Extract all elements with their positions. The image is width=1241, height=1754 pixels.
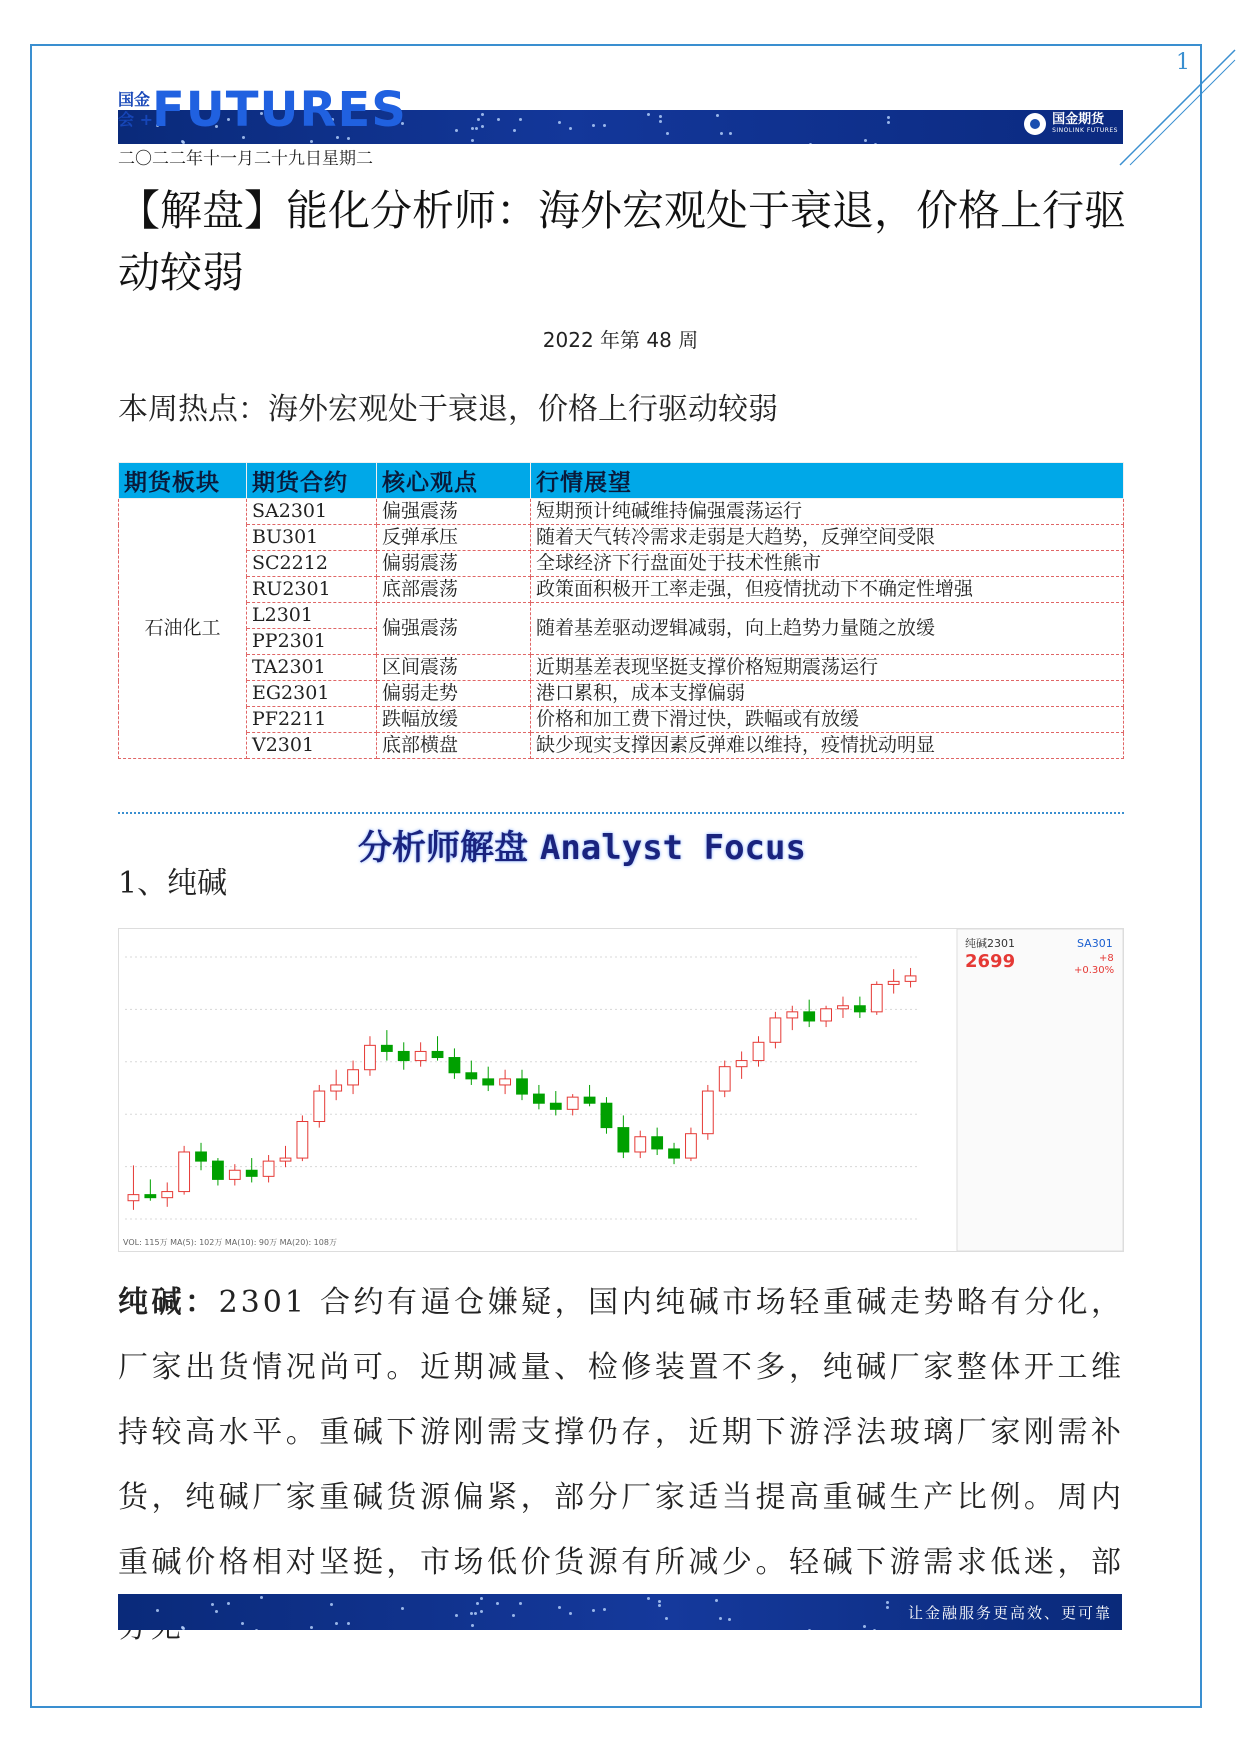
outlook-cell: 缺少现实支撑因素反弹难以维持，疫情扰动明显	[531, 733, 1124, 759]
star-decoration	[310, 140, 313, 143]
star-decoration	[720, 132, 723, 135]
star-decoration	[347, 1622, 350, 1625]
analyst-focus-en: Analyst Focus	[539, 828, 806, 868]
star-decoration	[401, 1607, 404, 1610]
star-decoration	[808, 1629, 811, 1630]
quote-change-pct: +0.30%	[1074, 965, 1115, 976]
star-decoration	[481, 125, 484, 128]
candle-body	[567, 1097, 578, 1109]
star-decoration	[886, 1601, 889, 1604]
analyst-focus-title	[358, 820, 806, 869]
star-decoration	[809, 143, 812, 144]
candle-body	[618, 1128, 629, 1152]
candle-body	[533, 1094, 544, 1103]
star-decoration	[241, 1622, 244, 1625]
contract-cell: RU2301	[247, 577, 377, 603]
candle-body	[263, 1161, 274, 1176]
outlook-cell: 政策面积极开工率走强，但疫情扰动下不确定性增强	[531, 577, 1124, 603]
summary-table	[118, 462, 1124, 759]
star-decoration	[863, 1625, 866, 1628]
star-decoration	[475, 127, 478, 130]
view-cell: 区间震荡	[377, 655, 531, 681]
star-decoration	[592, 1609, 595, 1612]
candle-body	[432, 1051, 443, 1057]
candle-body	[871, 984, 882, 1011]
brand-name-cn: 国金期货	[1052, 112, 1105, 127]
candle-body	[584, 1097, 595, 1103]
footer-banner	[118, 1594, 1122, 1630]
table-row	[119, 603, 1124, 629]
candle-body	[517, 1079, 528, 1094]
star-decoration	[481, 113, 484, 116]
star-decoration	[665, 1617, 668, 1620]
report-date: 二〇二二年十一月二十九日星期二	[118, 149, 373, 169]
star-decoration	[471, 1624, 474, 1627]
star-decoration	[480, 1610, 483, 1613]
contract-cell: V2301	[247, 733, 377, 759]
candle-body	[415, 1051, 426, 1060]
star-decoration	[729, 132, 732, 135]
view-cell: 反弹承压	[377, 525, 531, 551]
logo-futures: FUTURES	[152, 82, 407, 138]
footer-slogan: 让金融服务更高效、更可靠	[907, 1604, 1112, 1622]
candle-body	[145, 1195, 156, 1198]
star-decoration	[477, 118, 480, 121]
star-decoration	[569, 1612, 572, 1615]
star-decoration	[603, 1608, 606, 1611]
outlook-cell: 短期预计纯碱维持偏强震荡运行	[531, 499, 1124, 525]
table-row	[119, 707, 1124, 733]
contract-cell: SC2212	[247, 551, 377, 577]
candle-body	[483, 1079, 494, 1085]
star-decoration	[496, 1602, 499, 1605]
contract-cell: PF2211	[247, 707, 377, 733]
logo-cn-line1: 国金	[118, 90, 151, 109]
star-decoration	[480, 1597, 483, 1600]
candle-body	[719, 1067, 730, 1091]
quote-name: 纯碱2301	[965, 937, 1015, 950]
star-decoration	[603, 124, 606, 127]
candle-body	[365, 1045, 376, 1069]
analyst-focus-cn: 分析师解盘	[358, 828, 528, 868]
candle-body	[162, 1192, 173, 1198]
table-row	[119, 733, 1124, 759]
star-decoration	[716, 114, 719, 117]
table-row	[119, 577, 1124, 603]
view-cell: 偏强震荡	[377, 499, 531, 525]
contract-cell: EG2301	[247, 681, 377, 707]
candle-body	[550, 1103, 561, 1109]
header-view: 核心观点	[377, 463, 531, 499]
star-decoration	[592, 124, 595, 127]
star-decoration	[310, 1626, 313, 1629]
view-cell: 底部震荡	[377, 577, 531, 603]
star-decoration	[260, 1596, 263, 1599]
paragraph-lead: 纯碱：	[118, 1285, 219, 1320]
corner-decoration	[1110, 40, 1240, 170]
table-row	[119, 681, 1124, 707]
header-outlook: 行情展望	[531, 463, 1124, 499]
sector-cell: 石油化工	[119, 499, 247, 759]
candle-body	[804, 1012, 815, 1021]
star-decoration	[519, 118, 522, 121]
candle-body	[128, 1195, 139, 1201]
page-number: 1	[1176, 50, 1190, 75]
star-decoration	[497, 118, 500, 121]
candle-body	[280, 1158, 291, 1161]
star-decoration	[512, 1614, 515, 1617]
candle-body	[821, 1009, 832, 1021]
star-decoration	[513, 129, 516, 132]
candle-body	[686, 1134, 697, 1158]
table-row	[119, 655, 1124, 681]
candle-body	[297, 1122, 308, 1159]
star-decoration	[471, 139, 474, 142]
candle-body	[702, 1091, 713, 1134]
candle-body	[246, 1170, 257, 1176]
table-row	[119, 499, 1124, 525]
candle-body	[753, 1042, 764, 1060]
section-heading: 1、纯碱	[118, 866, 228, 901]
week-label: 2022 年第 48 周	[542, 328, 699, 352]
candle-body	[838, 1006, 849, 1009]
star-decoration	[887, 116, 890, 119]
view-cell: 偏弱震荡	[377, 551, 531, 577]
candle-body	[787, 1012, 798, 1018]
star-decoration	[227, 1602, 230, 1605]
outlook-cell: 近期基差表现坚挺支撑价格短期震荡运行	[531, 655, 1124, 681]
view-cell: 偏弱走势	[377, 681, 531, 707]
view-cell: 底部横盘	[377, 733, 531, 759]
star-decoration	[659, 120, 662, 123]
star-decoration	[719, 1617, 722, 1620]
volume-label: VOL: 115万 MA(5): 102万 MA(10): 90万 MA(20): 108万	[123, 1238, 337, 1247]
star-decoration	[211, 1603, 214, 1606]
candle-body	[179, 1152, 190, 1192]
section-divider	[118, 812, 1124, 814]
table-row	[119, 551, 1124, 577]
logo-cn	[118, 90, 153, 130]
star-decoration	[335, 1622, 338, 1625]
star-decoration	[156, 1609, 159, 1612]
hot-topic: 本周热点：海外宏观处于衰退，价格上行驱动较弱	[118, 392, 778, 427]
contract-cell: TA2301	[247, 655, 377, 681]
star-decoration	[728, 1618, 731, 1621]
candle-body	[736, 1061, 747, 1067]
star-decoration	[864, 139, 867, 142]
candle-body	[888, 981, 899, 984]
star-decoration	[659, 115, 662, 118]
header-sector: 期货板块	[119, 463, 247, 499]
contract-cell: SA2301	[247, 499, 377, 525]
contract-cell: BU301	[247, 525, 377, 551]
star-decoration	[455, 129, 458, 132]
star-decoration	[476, 1602, 479, 1605]
star-decoration	[658, 1600, 661, 1603]
brand-logo	[1024, 113, 1118, 135]
logo-cn-line2: 会 +	[118, 110, 153, 129]
table-header-row	[119, 463, 1124, 499]
paragraph-text: 2301 合约有逼仓嫌疑，国内纯碱市场轻重碱走势略有分化，厂家出货情况尚可。近期减量、检修装置不多，纯碱厂家整体开工维持较高水平。重碱下游刚需支撑仍存，近期下游浮法玻璃厂家刚需补货，纯碱厂家重碱货源偏紧，部分厂家适当提高重碱生产比例。周内重碱价格相对坚挺，市场低价货源有所减少。轻碱下游需求低迷，部	[118, 1285, 1125, 1580]
star-decoration	[874, 143, 877, 144]
candle-body	[314, 1091, 325, 1121]
candle-body	[381, 1045, 392, 1051]
star-decoration	[255, 1629, 258, 1630]
outlook-cell: 随着天气转冷需求走弱是大趋势，反弹空间受限	[531, 525, 1124, 551]
star-decoration	[715, 1599, 718, 1602]
star-decoration	[558, 121, 561, 124]
star-decoration	[471, 127, 474, 130]
candle-body	[348, 1070, 359, 1085]
view-cell: 偏强震荡	[377, 603, 531, 655]
outlook-cell: 价格和加工费下滑过快，跌幅或有放缓	[531, 707, 1124, 733]
candle-body	[669, 1149, 680, 1158]
candle-body	[466, 1073, 477, 1079]
star-decoration	[519, 1602, 522, 1605]
candle-body	[500, 1079, 511, 1085]
candle-body	[398, 1051, 409, 1060]
contract-cell: L2301	[247, 603, 377, 629]
star-decoration	[647, 113, 650, 116]
star-decoration	[887, 121, 890, 124]
star-decoration	[666, 132, 669, 135]
candle-body	[229, 1170, 240, 1179]
candle-body	[196, 1152, 207, 1161]
header-contract: 期货合约	[247, 463, 377, 499]
view-cell: 跌幅放缓	[377, 707, 531, 733]
candle-body	[601, 1103, 612, 1127]
brand-mark-icon	[1024, 113, 1046, 135]
quote-change: +8	[1099, 953, 1114, 964]
outlook-cell: 港口累积，成本支撑偏弱	[531, 681, 1124, 707]
candle-body	[449, 1058, 460, 1073]
brand-name-en: SINOLINK FUTURES	[1052, 127, 1118, 134]
candlestick-chart	[119, 929, 1123, 1251]
star-decoration	[658, 1604, 661, 1607]
outlook-cell: 全球经济下行盘面处于技术性熊市	[531, 551, 1124, 577]
candle-body	[854, 1006, 865, 1012]
contract-cell: PP2301	[247, 629, 377, 655]
star-decoration	[330, 1603, 333, 1606]
table-row	[119, 525, 1124, 551]
quote-code: SA301	[1077, 937, 1113, 950]
outlook-cell: 随着基差驱动逻辑减弱，向上趋势力量随之放缓	[531, 603, 1124, 655]
star-decoration	[215, 1610, 218, 1613]
star-decoration	[455, 1614, 458, 1617]
price-chart-screenshot	[118, 928, 1124, 1252]
star-decoration	[470, 1612, 473, 1615]
star-decoration	[873, 1629, 876, 1630]
page-title: 【解盘】能化分析师：海外宏观处于衰退，价格上行驱动较弱	[118, 186, 1127, 297]
candle-body	[770, 1018, 781, 1042]
star-decoration	[558, 1606, 561, 1609]
candle-body	[331, 1085, 342, 1091]
candle-body	[652, 1137, 663, 1149]
star-decoration	[474, 1612, 477, 1615]
star-decoration	[647, 1597, 650, 1600]
star-decoration	[886, 1606, 889, 1609]
candle-body	[905, 976, 916, 981]
quote-price: 2699	[965, 951, 1016, 972]
star-decoration	[569, 127, 572, 130]
candle-body	[635, 1137, 646, 1152]
candle-body	[213, 1161, 224, 1179]
star-decoration	[182, 1627, 185, 1630]
